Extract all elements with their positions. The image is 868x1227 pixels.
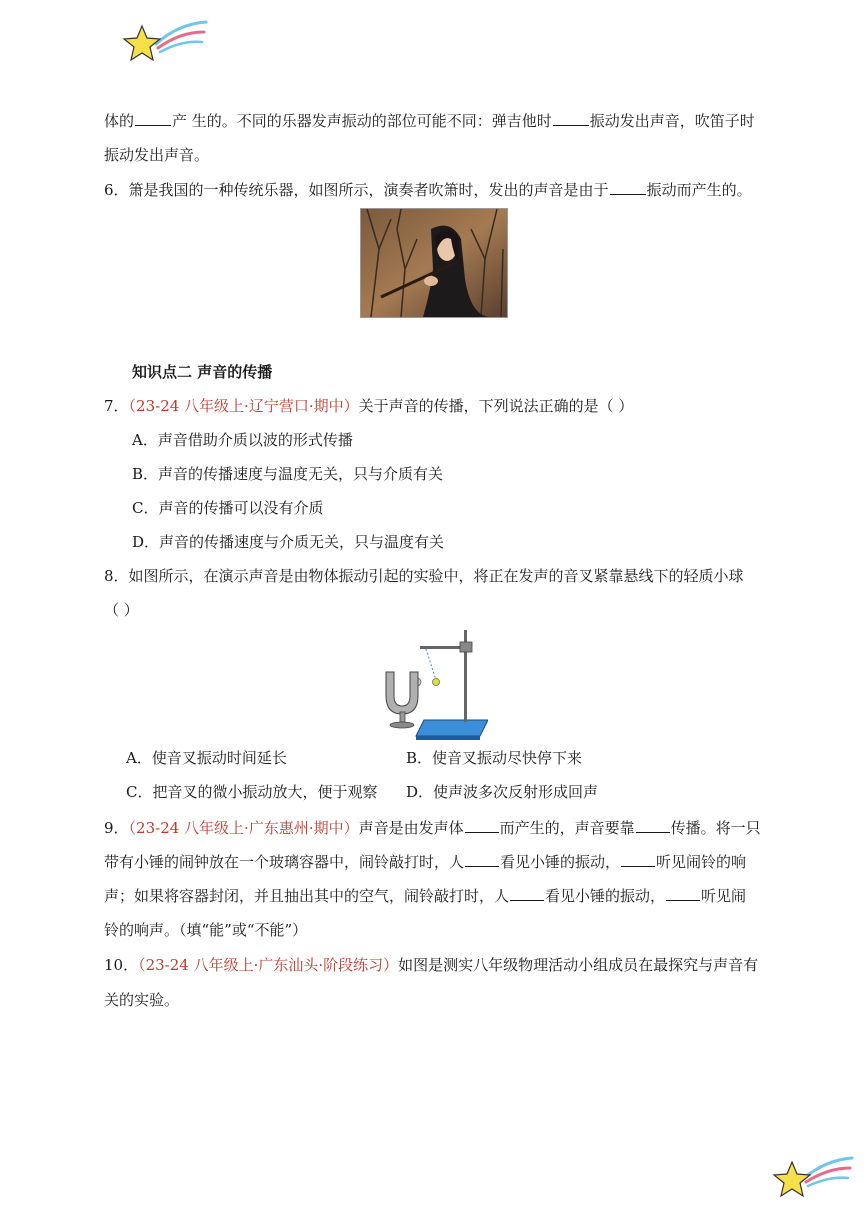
fill-blank: [636, 818, 670, 833]
option-a: A．声音借助介质以波的形式传播: [132, 431, 353, 449]
question-text: 带有小锤的闹钟放在一个玻璃容器中，闹铃敲打时，人: [104, 853, 465, 871]
xiao-player-photo: [360, 208, 508, 318]
question-text: 声音是由发声体: [358, 819, 464, 837]
section-title: 知识点二 声音的传播: [132, 363, 273, 381]
question-text: 6．箫是我国的一种传统乐器，如图所示，演奏者吹箫时，发出的声音是由于: [104, 181, 609, 199]
fill-blank: [666, 886, 700, 901]
question-text: 听见闹铃的响: [656, 853, 747, 871]
option-c: C．声音的传播可以没有介质: [132, 499, 324, 517]
tuning-fork-figure: [380, 626, 488, 742]
text-line: 振动发出声音。: [104, 146, 210, 164]
question-9-line3: [104, 886, 746, 906]
question-10: [104, 955, 758, 975]
question-source: （23-24 八年级上·广东惠州·期中）: [128, 819, 359, 837]
option-d: D．使声波多次反射形成回声: [406, 783, 599, 801]
fill-blank: [510, 886, 544, 901]
question-number: 9．: [104, 819, 129, 837]
question-8: 8．如图所示，在演示声音是由物体振动引起的实验中，将正在发声的音叉紧靠悬线下的轻质小球: [104, 567, 744, 585]
question-6: [104, 180, 752, 200]
question-text: 传播。将一只: [670, 819, 761, 837]
question-text: 而产生的，声音要靠: [499, 819, 635, 837]
fill-blank: [465, 818, 499, 833]
question-text: 声；如果将容器封闭，并且抽出其中的空气，闹铃敲打时，人: [104, 887, 510, 905]
question-text: 如图是测实八年级物理活动小组成员在最探究与声音有: [398, 956, 759, 974]
question-9-line2: [104, 852, 746, 872]
text-segment: 体的: [104, 112, 135, 130]
text-segment: 振动发出声音，吹笛子时: [589, 112, 755, 130]
question-number: 10．: [104, 956, 139, 974]
question-text: 看见小锤的振动，: [545, 887, 666, 905]
answer-paren: （ ）: [104, 601, 139, 619]
question-text: 听见闹: [701, 887, 747, 905]
shooting-star-icon: [118, 16, 208, 68]
fill-blank: [135, 111, 171, 126]
option-b: B．声音的传播速度与温度无关，只与介质有关: [132, 465, 444, 483]
question-source: （23-24 八年级上·辽宁营口·期中）: [128, 397, 359, 415]
question-10-line2: 关的实验。: [104, 991, 180, 1009]
option-b: B．使音叉振动尽快停下来: [406, 749, 583, 767]
text-line: [104, 111, 755, 131]
question-source: （23-24 八年级上·广东汕头·阶段练习）: [138, 956, 399, 974]
option-a: A．使音叉振动时间延长: [126, 749, 287, 767]
question-9-line4: 铃的响声。（填“能”或“不能”）: [104, 921, 308, 939]
fill-blank: [610, 180, 646, 195]
question-text: 关于声音的传播，下列说法正确的是（ ）: [358, 397, 634, 415]
fill-blank: [553, 111, 589, 126]
fill-blank: [465, 852, 499, 867]
option-c: C．把音叉的微小振动放大，便于观察: [126, 783, 378, 801]
text-segment: 产 生的。不同的乐器发声振动的部位可能不同：弹吉他时: [172, 112, 552, 130]
question-7: [104, 396, 633, 416]
question-9: [104, 818, 761, 838]
shooting-star-icon: [770, 1150, 854, 1202]
option-d: D．声音的传播速度与介质无关，只与温度有关: [132, 533, 445, 551]
question-number: 7．: [104, 397, 129, 415]
fill-blank: [621, 852, 655, 867]
question-text: 看见小锤的振动，: [500, 853, 621, 871]
question-text: 振动而产生的。: [646, 181, 752, 199]
